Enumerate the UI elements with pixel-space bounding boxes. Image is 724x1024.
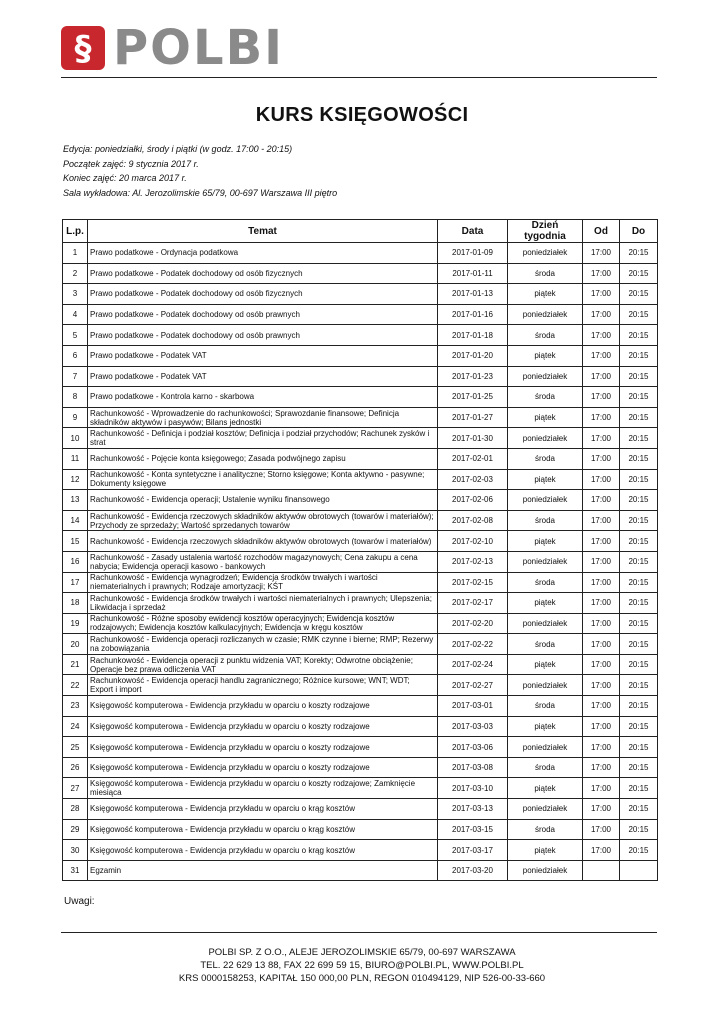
cell-lp: 15 [63,531,88,552]
cell-topic: Prawo podatkowe - Podatek dochodowy od osób prawnych [88,304,438,325]
table-row [63,551,658,572]
footer-line-address: POLBI SP. Z O.O., ALEJE JEROZOLIMSKIE 65/79, 00-697 WARSZAWA [208,947,516,958]
table-row [63,819,658,840]
cell-topic: Prawo podatkowe - Podatek dochodowy od osób fizycznych [88,263,438,284]
cell-lp: 27 [63,778,88,799]
cell-lp: 16 [63,551,88,572]
cell-lp: 30 [63,840,88,861]
cell-date: 2017-03-10 [438,778,508,799]
cell-date: 2017-03-15 [438,819,508,840]
cell-date: 2017-03-17 [438,840,508,861]
cell-from: 17:00 [583,799,620,820]
cell-to: 20:15 [620,490,658,511]
table-row [63,428,658,449]
table-row [63,572,658,593]
cell-day: poniedziałek [508,243,583,264]
cell-lp: 8 [63,387,88,408]
cell-from: 17:00 [583,572,620,593]
cell-day: poniedziałek [508,860,583,881]
header-date: Data [438,220,508,243]
table-row [63,325,658,346]
table-row [63,490,658,511]
course-venue: Sala wykładowa: Al. Jerozolimskie 65/79, 00-697 Warszawa III piętro [63,187,338,198]
cell-to: 20:15 [620,696,658,717]
cell-to: 20:15 [620,469,658,490]
cell-date: 2017-02-13 [438,551,508,572]
cell-from: 17:00 [583,757,620,778]
header-lp: L.p. [63,220,88,243]
course-info [63,142,337,200]
table-row [63,448,658,469]
cell-lp: 13 [63,490,88,511]
cell-day: środa [508,448,583,469]
cell-day: piątek [508,654,583,675]
cell-date: 2017-03-06 [438,737,508,758]
cell-lp: 1 [63,243,88,264]
cell-to: 20:15 [620,243,658,264]
cell-topic: Rachunkowość - Ewidencja środków trwałych i wartości niematerialnych i prawnych; Ulepszenia; Likwidacja i sprzedaż [88,593,438,614]
cell-day: poniedziałek [508,490,583,511]
cell-to: 20:15 [620,284,658,305]
cell-from: 17:00 [583,345,620,366]
table-row [63,304,658,325]
cell-to: 20:15 [620,593,658,614]
cell-date: 2017-02-15 [438,572,508,593]
cell-day: piątek [508,469,583,490]
footer-line-contact: TEL. 22 629 13 88, FAX 22 699 59 15, BIURO@POLBI.PL, WWW.POLBI.PL [200,960,524,971]
cell-to: 20:15 [620,448,658,469]
cell-day: piątek [508,407,583,428]
cell-lp: 26 [63,757,88,778]
table-row [63,613,658,634]
table-row [63,407,658,428]
course-edition: Edycja: poniedziałki, środy i piątki (w godz. 17:00 - 20:15) [63,144,293,154]
cell-lp: 3 [63,284,88,305]
cell-lp: 22 [63,675,88,696]
cell-lp: 14 [63,510,88,531]
cell-day: poniedziałek [508,551,583,572]
course-end: Koniec zajęć: 20 marca 2017 r. [63,173,187,183]
cell-topic: Prawo podatkowe - Kontrola karno - skarbowa [88,387,438,408]
cell-lp: 9 [63,407,88,428]
cell-date: 2017-01-30 [438,428,508,449]
cell-from: 17:00 [583,448,620,469]
cell-from: 17:00 [583,840,620,861]
cell-to: 20:15 [620,428,658,449]
cell-date: 2017-01-16 [438,304,508,325]
table-row [63,531,658,552]
cell-to: 20:15 [620,799,658,820]
cell-to: 20:15 [620,366,658,387]
table-row [63,366,658,387]
cell-date: 2017-02-22 [438,634,508,655]
cell-lp: 11 [63,448,88,469]
cell-lp: 21 [63,654,88,675]
cell-from: 17:00 [583,366,620,387]
cell-topic: Księgowość komputerowa - Ewidencja przykładu w oparciu o krąg kosztów [88,799,438,820]
cell-from: 17:00 [583,325,620,346]
notes-label: Uwagi: [64,896,95,907]
cell-from: 17:00 [583,819,620,840]
cell-topic: Rachunkowość - Konta syntetyczne i analityczne; Storno księgowe; Konta aktywno - pasywne; Dokumenty księgowe [88,469,438,490]
cell-lp: 4 [63,304,88,325]
page-title: KURS KSIĘGOWOŚCI [255,104,469,126]
cell-date: 2017-01-11 [438,263,508,284]
cell-topic: Prawo podatkowe - Podatek dochodowy od osób fizycznych [88,284,438,305]
table-row [63,243,658,264]
cell-date: 2017-01-18 [438,325,508,346]
table-row [63,263,658,284]
cell-lp: 2 [63,263,88,284]
cell-day: piątek [508,716,583,737]
cell-day: poniedziałek [508,428,583,449]
cell-topic: Prawo podatkowe - Podatek VAT [88,345,438,366]
cell-date: 2017-01-20 [438,345,508,366]
cell-date: 2017-02-24 [438,654,508,675]
cell-topic: Prawo podatkowe - Ordynacja podatkowa [88,243,438,264]
polbi-logo [61,20,285,76]
table-row [63,716,658,737]
cell-to: 20:15 [620,263,658,284]
cell-topic: Księgowość komputerowa - Ewidencja przykładu w oparciu o koszty rodzajowe [88,737,438,758]
cell-topic: Rachunkowość - Pojęcie konta księgowego; Zasada podwójnego zapisu [88,448,438,469]
cell-lp: 23 [63,696,88,717]
logo-text: POLBI [113,20,285,76]
cell-to: 20:15 [620,613,658,634]
cell-lp: 5 [63,325,88,346]
cell-date: 2017-02-03 [438,469,508,490]
cell-day: piątek [508,593,583,614]
cell-from: 17:00 [583,696,620,717]
cell-to: 20:15 [620,345,658,366]
cell-day: środa [508,634,583,655]
header-day: Dzień tygodnia [508,220,583,243]
cell-date: 2017-01-13 [438,284,508,305]
cell-topic: Rachunkowość - Zasady ustalenia wartość rozchodów magazynowych; Cena zakupu a cena nabycia; Ewidencja operacji kasowo - bankowych [88,551,438,572]
cell-day: piątek [508,345,583,366]
cell-to: 20:15 [620,387,658,408]
cell-from: 17:00 [583,407,620,428]
cell-lp: 29 [63,819,88,840]
cell-lp: 10 [63,428,88,449]
cell-to: 20:15 [620,304,658,325]
schedule-table [62,219,658,881]
cell-topic: Rachunkowość - Ewidencja operacji; Ustalenie wyniku finansowego [88,490,438,511]
table-header-row [63,220,658,243]
cell-from: 17:00 [583,510,620,531]
cell-topic: Rachunkowość - Ewidencja operacji handlu zagranicznego; Różnice kursowe; WNT; WDT; Export i import [88,675,438,696]
table-row [63,654,658,675]
cell-topic: Rachunkowość - Ewidencja operacji rozliczanych w czasie; RMK czynne i bierne; RMP; Rezerwy na zobowiązania [88,634,438,655]
cell-day: piątek [508,840,583,861]
cell-from: 17:00 [583,634,620,655]
cell-date: 2017-03-01 [438,696,508,717]
table-row [63,696,658,717]
cell-day: środa [508,510,583,531]
cell-topic: Rachunkowość - Ewidencja wynagrodzeń; Ewidencja środków trwałych i wartości niematerialnych i prawnych; Rodzaje amortyzacji; KŚT [88,572,438,593]
table-row [63,799,658,820]
cell-day: poniedziałek [508,737,583,758]
cell-day: środa [508,819,583,840]
cell-topic: Księgowość komputerowa - Ewidencja przykładu w oparciu o koszty rodzajowe; Zamknięcie miesiąca [88,778,438,799]
cell-topic: Rachunkowość - Różne sposoby ewidencji kosztów operacyjnych; Ewidencja kosztów rodzajowych; Ewidencja kosztów kalkulacyjnych; Ewidencja w kręgu kosztów [88,613,438,634]
cell-date: 2017-01-27 [438,407,508,428]
cell-to: 20:15 [620,716,658,737]
cell-from: 17:00 [583,654,620,675]
cell-to: 20:15 [620,510,658,531]
table-row [63,510,658,531]
cell-topic: Rachunkowość - Ewidencja rzeczowych składników aktywów obrotowych (towarów i materiałów); Przychody ze sprzedaży; Wartość sprzedanych towarów [88,510,438,531]
cell-day: piątek [508,531,583,552]
cell-to: 20:15 [620,325,658,346]
table-row [63,387,658,408]
cell-topic: Egzamin [88,860,438,881]
schedule-body [63,243,658,881]
cell-to: 20:15 [620,737,658,758]
cell-day: poniedziałek [508,366,583,387]
cell-lp: 7 [63,366,88,387]
cell-from: 17:00 [583,778,620,799]
table-row [63,469,658,490]
cell-date: 2017-02-06 [438,490,508,511]
cell-to: 20:15 [620,840,658,861]
cell-from: 17:00 [583,675,620,696]
header-from: Od [583,220,620,243]
cell-day: środa [508,387,583,408]
cell-from: 17:00 [583,490,620,511]
cell-day: środa [508,757,583,778]
cell-topic: Księgowość komputerowa - Ewidencja przykładu w oparciu o koszty rodzajowe [88,757,438,778]
cell-date: 2017-03-08 [438,757,508,778]
course-start: Początek zajęć: 9 stycznia 2017 r. [63,158,199,169]
cell-date: 2017-02-08 [438,510,508,531]
cell-day: środa [508,325,583,346]
cell-topic: Księgowość komputerowa - Ewidencja przykładu w oparciu o krąg kosztów [88,840,438,861]
table-row [63,634,658,655]
cell-date: 2017-02-01 [438,448,508,469]
cell-date: 2017-02-17 [438,593,508,614]
cell-to: 20:15 [620,819,658,840]
header-divider [61,77,657,78]
cell-from: 17:00 [583,263,620,284]
table-row [63,675,658,696]
cell-topic: Rachunkowość - Definicja i podział kosztów; Definicja i podział przychodów; Rachunek zysków i strat [88,428,438,449]
cell-from: 17:00 [583,428,620,449]
footer [0,946,724,985]
cell-from: 17:00 [583,469,620,490]
cell-day: poniedziałek [508,675,583,696]
cell-to: 20:15 [620,778,658,799]
cell-topic: Księgowość komputerowa - Ewidencja przykładu w oparciu o koszty rodzajowe [88,716,438,737]
cell-day: poniedziałek [508,304,583,325]
header-topic: Temat [88,220,438,243]
cell-to: 20:15 [620,634,658,655]
cell-to: 20:15 [620,572,658,593]
table-row [63,345,658,366]
cell-topic: Rachunkowość - Wprowadzenie do rachunkowości; Sprawozdanie finansowe; Definicja składników aktywów i pasywów; Bilans jednostki [88,407,438,428]
cell-day: środa [508,572,583,593]
cell-from: 17:00 [583,737,620,758]
table-row [63,593,658,614]
cell-date: 2017-03-03 [438,716,508,737]
cell-day: piątek [508,778,583,799]
cell-date: 2017-02-10 [438,531,508,552]
cell-day: środa [508,696,583,717]
table-row [63,860,658,881]
cell-from: 17:00 [583,531,620,552]
cell-to: 20:15 [620,531,658,552]
cell-to [620,860,658,881]
cell-lp: 24 [63,716,88,737]
footer-divider [61,932,657,933]
cell-lp: 17 [63,572,88,593]
cell-day: środa [508,263,583,284]
cell-day: poniedziałek [508,613,583,634]
cell-date: 2017-02-20 [438,613,508,634]
cell-lp: 6 [63,345,88,366]
table-row [63,778,658,799]
cell-lp: 20 [63,634,88,655]
cell-from: 17:00 [583,304,620,325]
cell-to: 20:15 [620,654,658,675]
cell-topic: Rachunkowość - Ewidencja operacji z punktu widzenia VAT; Korekty; Odwrotne obciążenie; Operacje bez prawa odliczenia VAT [88,654,438,675]
cell-topic: Księgowość komputerowa - Ewidencja przykładu w oparciu o krąg kosztów [88,819,438,840]
cell-to: 20:15 [620,551,658,572]
cell-from: 17:00 [583,613,620,634]
table-row [63,284,658,305]
cell-to: 20:15 [620,675,658,696]
cell-date: 2017-03-20 [438,860,508,881]
cell-from: 17:00 [583,716,620,737]
cell-from: 17:00 [583,387,620,408]
cell-topic: Prawo podatkowe - Podatek dochodowy od osób prawnych [88,325,438,346]
cell-from: 17:00 [583,284,620,305]
cell-date: 2017-01-25 [438,387,508,408]
cell-lp: 28 [63,799,88,820]
cell-date: 2017-02-27 [438,675,508,696]
cell-to: 20:15 [620,757,658,778]
cell-from: 17:00 [583,593,620,614]
cell-date: 2017-03-13 [438,799,508,820]
table-row [63,757,658,778]
section-sign-logo-icon [61,26,105,70]
header-to: Do [620,220,658,243]
cell-lp: 19 [63,613,88,634]
cell-from: 17:00 [583,243,620,264]
svg-text:§: § [74,29,92,69]
cell-from: 17:00 [583,551,620,572]
cell-to: 20:15 [620,407,658,428]
table-row [63,840,658,861]
cell-date: 2017-01-09 [438,243,508,264]
cell-topic: Rachunkowość - Ewidencja rzeczowych składników aktywów obrotowych (towarów i materiałów) [88,531,438,552]
cell-day: poniedziałek [508,799,583,820]
cell-lp: 12 [63,469,88,490]
cell-date: 2017-01-23 [438,366,508,387]
cell-day: piątek [508,284,583,305]
cell-from [583,860,620,881]
cell-lp: 25 [63,737,88,758]
footer-line-registry: KRS 0000158253, KAPITAŁ 150 000,00 PLN, REGON 010494129, NIP 526-00-33-660 [178,973,546,984]
cell-lp: 31 [63,860,88,881]
cell-topic: Prawo podatkowe - Podatek VAT [88,366,438,387]
cell-topic: Księgowość komputerowa - Ewidencja przykładu w oparciu o koszty rodzajowe [88,696,438,717]
cell-lp: 18 [63,593,88,614]
table-row [63,737,658,758]
